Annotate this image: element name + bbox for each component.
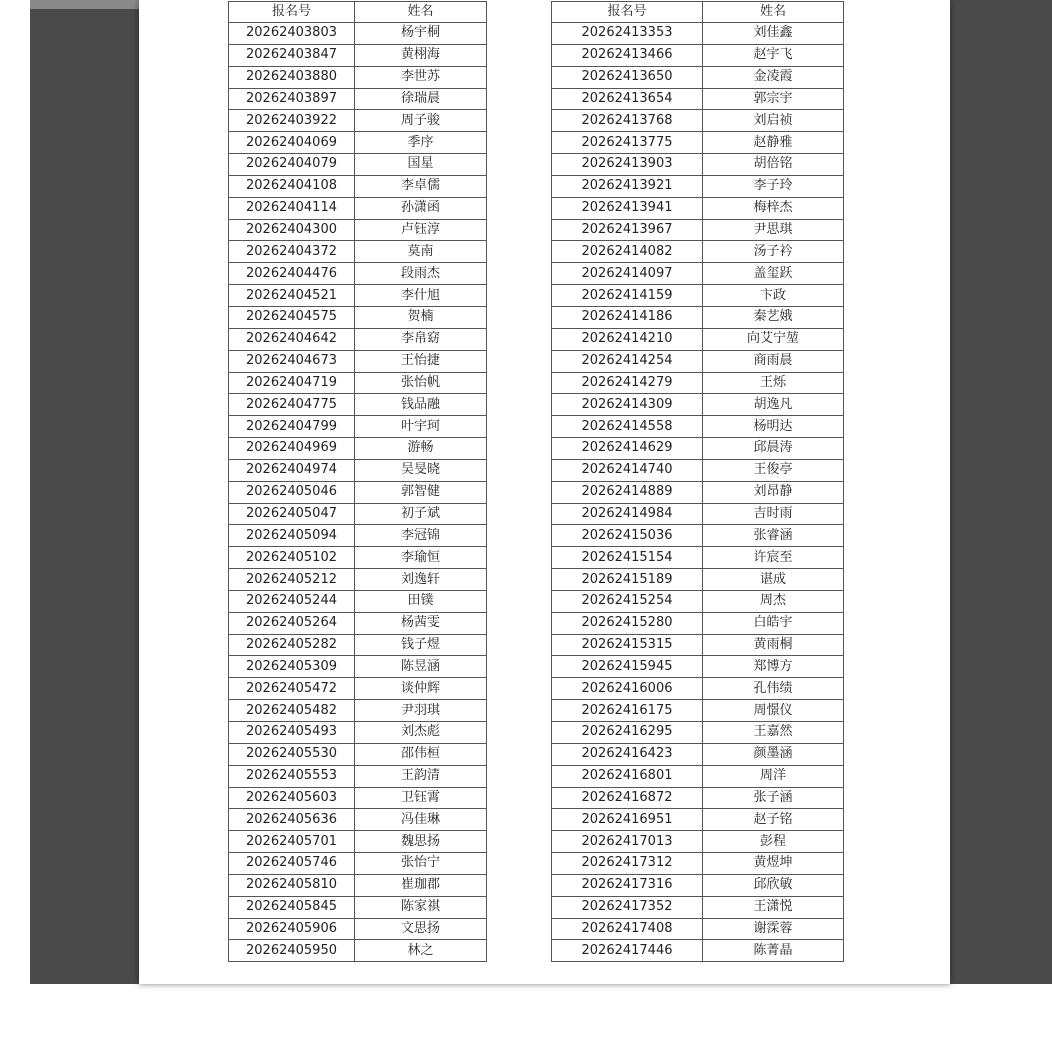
table-row (229, 678, 487, 700)
student-name-cell: 陈菁晶 (703, 940, 844, 962)
student-name-cell: 段雨杰 (355, 263, 487, 285)
student-name-cell: 盖玺跃 (703, 263, 844, 285)
table-row (229, 438, 487, 460)
registration-number-cell: 20262405282 (229, 634, 355, 656)
registration-number-cell: 20262404079 (229, 154, 355, 176)
student-name-cell: 刘逸轩 (355, 569, 487, 591)
registration-number-cell: 20262403922 (229, 110, 355, 132)
registration-number-cell: 20262405309 (229, 656, 355, 678)
registration-number-cell: 20262414097 (552, 263, 703, 285)
registration-number-cell: 20262417316 (552, 874, 703, 896)
registration-number-cell: 20262405102 (229, 547, 355, 569)
table-row (552, 306, 844, 328)
student-name-cell: 尹羽琪 (355, 700, 487, 722)
table-row (552, 656, 844, 678)
table-row (552, 23, 844, 45)
registration-number-cell: 20262414629 (552, 438, 703, 460)
registration-number-cell: 20262416175 (552, 700, 703, 722)
student-name-cell: 刘杰彪 (355, 722, 487, 744)
registration-number-cell: 20262415254 (552, 590, 703, 612)
student-name-cell: 谢霂蓉 (703, 918, 844, 940)
registration-number-cell: 20262416951 (552, 809, 703, 831)
table-row (552, 44, 844, 66)
student-name-cell: 白皓宇 (703, 612, 844, 634)
table-row (552, 634, 844, 656)
student-name-cell: 钱子煜 (355, 634, 487, 656)
table-row (552, 678, 844, 700)
table-row (229, 874, 487, 896)
registration-number-cell: 20262405472 (229, 678, 355, 700)
registration-number-cell: 20262414889 (552, 481, 703, 503)
student-name-cell: 王烁 (703, 372, 844, 394)
table-row (229, 219, 487, 241)
student-name-cell: 颜墨涵 (703, 743, 844, 765)
table-row (552, 132, 844, 154)
registration-number-cell: 20262405746 (229, 853, 355, 875)
table-row (229, 328, 487, 350)
table-row (229, 853, 487, 875)
registration-number-cell: 20262413654 (552, 88, 703, 110)
table-row (552, 459, 844, 481)
registration-number-cell: 20262405845 (229, 896, 355, 918)
student-name-cell: 汤子衿 (703, 241, 844, 263)
table-row (229, 503, 487, 525)
table-row (229, 547, 487, 569)
header-id: 报名号 (552, 2, 703, 23)
registration-number-cell: 20262417013 (552, 831, 703, 853)
table-row (552, 88, 844, 110)
student-name-cell: 周子骏 (355, 110, 487, 132)
table-row (552, 263, 844, 285)
roster-table-right (551, 1, 844, 962)
student-name-cell: 王韵清 (355, 765, 487, 787)
student-name-cell: 初子斌 (355, 503, 487, 525)
registration-number-cell: 20262404673 (229, 350, 355, 372)
student-name-cell: 黄栩海 (355, 44, 487, 66)
table-row (552, 175, 844, 197)
student-name-cell: 张子涵 (703, 787, 844, 809)
registration-number-cell: 20262404575 (229, 306, 355, 328)
table-row (229, 23, 487, 45)
table-row (229, 88, 487, 110)
table-row (552, 525, 844, 547)
registration-number-cell: 20262413775 (552, 132, 703, 154)
table-row (552, 481, 844, 503)
table-row (552, 241, 844, 263)
registration-number-cell: 20262405482 (229, 700, 355, 722)
student-name-cell: 邵伟桓 (355, 743, 487, 765)
student-name-cell: 冯佳琳 (355, 809, 487, 831)
table-row (552, 940, 844, 962)
roster-table-left (228, 1, 487, 962)
student-name-cell: 邱晨涛 (703, 438, 844, 460)
table-row (229, 634, 487, 656)
table-row (229, 831, 487, 853)
table-row (552, 569, 844, 591)
registration-number-cell: 20262404969 (229, 438, 355, 460)
table-row (229, 722, 487, 744)
student-name-cell: 杨明达 (703, 416, 844, 438)
table-row (552, 743, 844, 765)
student-name-cell: 张睿涵 (703, 525, 844, 547)
registration-number-cell: 20262404974 (229, 459, 355, 481)
student-name-cell: 彭程 (703, 831, 844, 853)
registration-number-cell: 20262413353 (552, 23, 703, 45)
registration-number-cell: 20262414740 (552, 459, 703, 481)
student-name-cell: 刘启祯 (703, 110, 844, 132)
student-name-cell: 胡倍铭 (703, 154, 844, 176)
student-name-cell: 李瑜恒 (355, 547, 487, 569)
registration-number-cell: 20262403803 (229, 23, 355, 45)
registration-number-cell: 20262416801 (552, 765, 703, 787)
table-row (552, 831, 844, 853)
student-name-cell: 胡逸凡 (703, 394, 844, 416)
table-row (552, 219, 844, 241)
header-name: 姓名 (355, 2, 487, 23)
registration-number-cell: 20262405493 (229, 722, 355, 744)
header-name: 姓名 (703, 2, 844, 23)
registration-number-cell: 20262405950 (229, 940, 355, 962)
student-name-cell: 李子玲 (703, 175, 844, 197)
table-row (229, 809, 487, 831)
registration-number-cell: 20262413967 (552, 219, 703, 241)
table-row (229, 940, 487, 962)
table-row (552, 503, 844, 525)
table-row (552, 372, 844, 394)
table-row (229, 416, 487, 438)
registration-number-cell: 20262405212 (229, 569, 355, 591)
student-name-cell: 赵宇飞 (703, 44, 844, 66)
student-name-cell: 周憬仪 (703, 700, 844, 722)
registration-number-cell: 20262404108 (229, 175, 355, 197)
student-name-cell: 赵子铭 (703, 809, 844, 831)
registration-number-cell: 20262404799 (229, 416, 355, 438)
table-row (229, 569, 487, 591)
student-name-cell: 李世苏 (355, 66, 487, 88)
student-name-cell: 叶宇珂 (355, 416, 487, 438)
table-row (229, 481, 487, 503)
student-name-cell: 赵静雅 (703, 132, 844, 154)
registration-number-cell: 20262417408 (552, 918, 703, 940)
table-row (229, 787, 487, 809)
registration-number-cell: 20262414558 (552, 416, 703, 438)
registration-number-cell: 20262403897 (229, 88, 355, 110)
registration-number-cell: 20262405046 (229, 481, 355, 503)
table-row (552, 110, 844, 132)
registration-number-cell: 20262415036 (552, 525, 703, 547)
registration-number-cell: 20262416006 (552, 678, 703, 700)
student-name-cell: 谌成 (703, 569, 844, 591)
student-name-cell: 郑博方 (703, 656, 844, 678)
student-name-cell: 张怡宁 (355, 853, 487, 875)
table-row (229, 372, 487, 394)
table-row (552, 853, 844, 875)
header-id: 报名号 (229, 2, 355, 23)
table-row (552, 416, 844, 438)
student-name-cell: 孙潇函 (355, 197, 487, 219)
table-row (229, 918, 487, 940)
registration-number-cell: 20262416295 (552, 722, 703, 744)
student-name-cell: 商雨晨 (703, 350, 844, 372)
student-name-cell: 莫南 (355, 241, 487, 263)
student-name-cell: 游畅 (355, 438, 487, 460)
registration-number-cell: 20262404300 (229, 219, 355, 241)
table-row (229, 132, 487, 154)
table-row (229, 285, 487, 307)
registration-number-cell: 20262405636 (229, 809, 355, 831)
student-name-cell: 卫钰霄 (355, 787, 487, 809)
table-row (552, 394, 844, 416)
registration-number-cell: 20262417446 (552, 940, 703, 962)
student-name-cell: 王潇悦 (703, 896, 844, 918)
table-row (552, 66, 844, 88)
student-name-cell: 王怡捷 (355, 350, 487, 372)
table-row (552, 197, 844, 219)
table-row (229, 241, 487, 263)
student-name-cell: 文思扬 (355, 918, 487, 940)
student-name-cell: 梅梓杰 (703, 197, 844, 219)
student-name-cell: 李什旭 (355, 285, 487, 307)
registration-number-cell: 20262416872 (552, 787, 703, 809)
table-row (552, 350, 844, 372)
registration-number-cell: 20262415280 (552, 612, 703, 634)
student-name-cell: 卞政 (703, 285, 844, 307)
registration-number-cell: 20262405264 (229, 612, 355, 634)
table-row (229, 765, 487, 787)
table-row (552, 765, 844, 787)
registration-number-cell: 20262405701 (229, 831, 355, 853)
document-page (139, 0, 950, 984)
registration-number-cell: 20262414210 (552, 328, 703, 350)
student-name-cell: 周洋 (703, 765, 844, 787)
table-row (229, 110, 487, 132)
table-row (552, 809, 844, 831)
student-name-cell: 崔珈郡 (355, 874, 487, 896)
table-row (229, 350, 487, 372)
table-row (229, 612, 487, 634)
table-row (229, 590, 487, 612)
table-row (552, 590, 844, 612)
registration-number-cell: 20262404719 (229, 372, 355, 394)
registration-number-cell: 20262405094 (229, 525, 355, 547)
student-name-cell: 尹思琪 (703, 219, 844, 241)
registration-number-cell: 20262413650 (552, 66, 703, 88)
table-row (552, 787, 844, 809)
student-name-cell: 徐瑞晨 (355, 88, 487, 110)
table-row (229, 66, 487, 88)
table-row (552, 918, 844, 940)
student-name-cell: 魏思扬 (355, 831, 487, 853)
student-name-cell: 林之 (355, 940, 487, 962)
student-name-cell: 郭宗宇 (703, 88, 844, 110)
table-row (552, 612, 844, 634)
registration-number-cell: 20262403847 (229, 44, 355, 66)
student-name-cell: 张怡帆 (355, 372, 487, 394)
registration-number-cell: 20262404069 (229, 132, 355, 154)
student-name-cell: 黄煜坤 (703, 853, 844, 875)
student-name-cell: 李帛窈 (355, 328, 487, 350)
table-row (229, 743, 487, 765)
student-name-cell: 陈昱涵 (355, 656, 487, 678)
registration-number-cell: 20262405047 (229, 503, 355, 525)
student-name-cell: 秦艺娥 (703, 306, 844, 328)
table-row (229, 525, 487, 547)
registration-number-cell: 20262416423 (552, 743, 703, 765)
table-row (229, 459, 487, 481)
registration-number-cell: 20262413941 (552, 197, 703, 219)
registration-number-cell: 20262417312 (552, 853, 703, 875)
table-row (552, 547, 844, 569)
student-name-cell: 李卓儒 (355, 175, 487, 197)
student-name-cell: 卢钰淳 (355, 219, 487, 241)
registration-number-cell: 20262414279 (552, 372, 703, 394)
registration-number-cell: 20262405530 (229, 743, 355, 765)
registration-number-cell: 20262413921 (552, 175, 703, 197)
registration-number-cell: 20262405810 (229, 874, 355, 896)
registration-number-cell: 20262415315 (552, 634, 703, 656)
table-header-row (552, 2, 844, 23)
student-name-cell: 王俊亭 (703, 459, 844, 481)
table-row (552, 722, 844, 744)
student-name-cell: 贺楠 (355, 306, 487, 328)
registration-number-cell: 20262415154 (552, 547, 703, 569)
registration-number-cell: 20262404372 (229, 241, 355, 263)
registration-number-cell: 20262413768 (552, 110, 703, 132)
student-name-cell: 邱欣敏 (703, 874, 844, 896)
table-row (229, 175, 487, 197)
student-name-cell: 王嘉然 (703, 722, 844, 744)
registration-number-cell: 20262405553 (229, 765, 355, 787)
student-name-cell: 许宸至 (703, 547, 844, 569)
registration-number-cell: 20262404642 (229, 328, 355, 350)
student-name-cell: 杨茜雯 (355, 612, 487, 634)
registration-number-cell: 20262404476 (229, 263, 355, 285)
table-row (552, 896, 844, 918)
student-name-cell: 刘佳鑫 (703, 23, 844, 45)
table-row (552, 438, 844, 460)
table-row (552, 285, 844, 307)
registration-number-cell: 20262405906 (229, 918, 355, 940)
table-row (552, 328, 844, 350)
student-name-cell: 吴旻晓 (355, 459, 487, 481)
table-row (229, 306, 487, 328)
student-name-cell: 杨宇桐 (355, 23, 487, 45)
student-name-cell: 刘昂静 (703, 481, 844, 503)
table-row (229, 700, 487, 722)
table-row (229, 154, 487, 176)
student-name-cell: 黄雨桐 (703, 634, 844, 656)
table-row (552, 874, 844, 896)
student-name-cell: 吉时雨 (703, 503, 844, 525)
student-name-cell: 向艾宁堃 (703, 328, 844, 350)
table-row (229, 656, 487, 678)
table-row (229, 896, 487, 918)
student-name-cell: 国星 (355, 154, 487, 176)
table-row (229, 44, 487, 66)
registration-number-cell: 20262414159 (552, 285, 703, 307)
registration-number-cell: 20262405603 (229, 787, 355, 809)
registration-number-cell: 20262415945 (552, 656, 703, 678)
registration-number-cell: 20262414984 (552, 503, 703, 525)
student-name-cell: 钱品融 (355, 394, 487, 416)
table-row (229, 394, 487, 416)
student-name-cell: 金凌霞 (703, 66, 844, 88)
registration-number-cell: 20262414309 (552, 394, 703, 416)
registration-number-cell: 20262414186 (552, 306, 703, 328)
registration-number-cell: 20262414254 (552, 350, 703, 372)
registration-number-cell: 20262403880 (229, 66, 355, 88)
registration-number-cell: 20262404775 (229, 394, 355, 416)
registration-number-cell: 20262415189 (552, 569, 703, 591)
student-name-cell: 谈仲辉 (355, 678, 487, 700)
student-name-cell: 田镤 (355, 590, 487, 612)
registration-number-cell: 20262413903 (552, 154, 703, 176)
registration-number-cell: 20262414082 (552, 241, 703, 263)
table-row (229, 197, 487, 219)
student-name-cell: 周杰 (703, 590, 844, 612)
student-name-cell: 季序 (355, 132, 487, 154)
table-header-row (229, 2, 487, 23)
student-name-cell: 陈家祺 (355, 896, 487, 918)
student-name-cell: 郭智健 (355, 481, 487, 503)
registration-number-cell: 20262405244 (229, 590, 355, 612)
student-name-cell: 李冠锦 (355, 525, 487, 547)
table-row (552, 154, 844, 176)
registration-number-cell: 20262404114 (229, 197, 355, 219)
registration-number-cell: 20262404521 (229, 285, 355, 307)
table-row (229, 263, 487, 285)
registration-number-cell: 20262413466 (552, 44, 703, 66)
registration-number-cell: 20262417352 (552, 896, 703, 918)
student-name-cell: 孔伟绩 (703, 678, 844, 700)
table-row (552, 700, 844, 722)
